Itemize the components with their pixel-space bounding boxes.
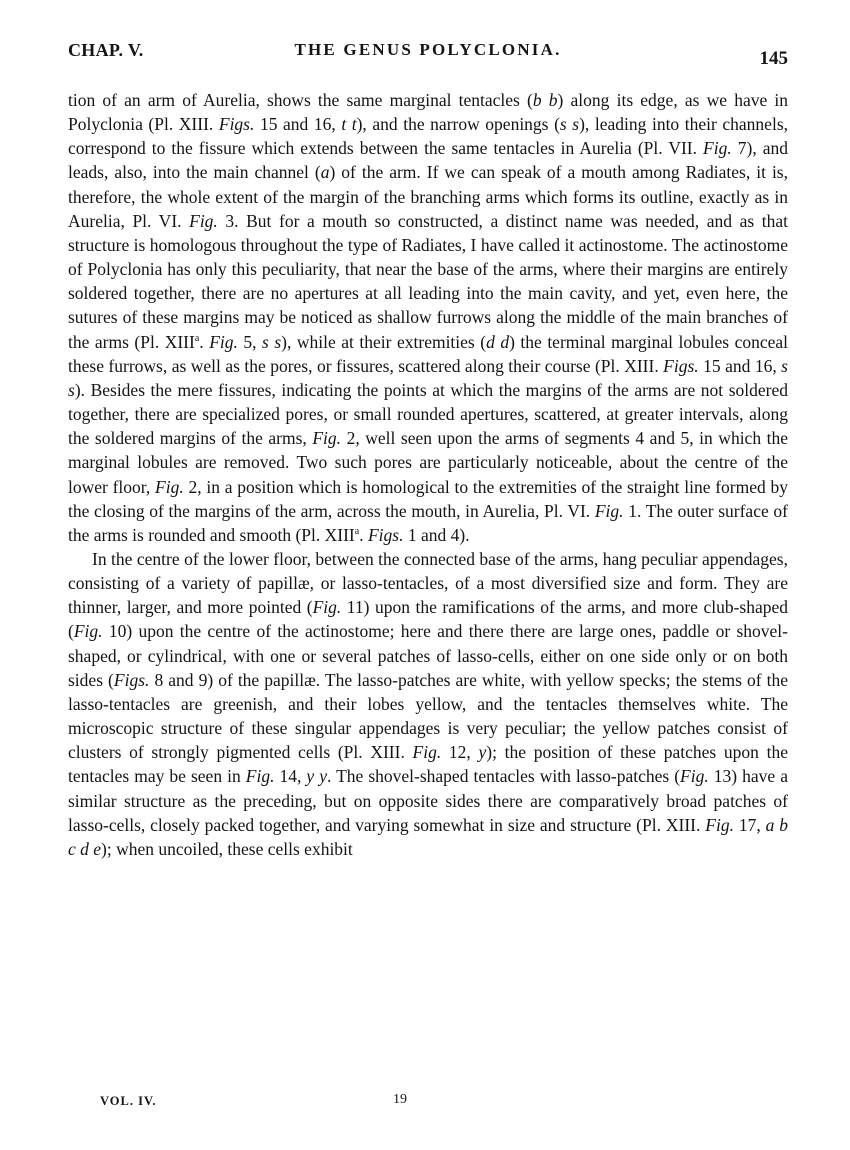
text-run: 15 and 16, bbox=[254, 114, 342, 135]
superscript: a bbox=[354, 525, 360, 537]
text-run: 14, bbox=[274, 766, 307, 787]
italic-text: s s bbox=[68, 355, 788, 400]
italic-text: Fig. bbox=[73, 621, 103, 642]
italic-text: Fig. bbox=[412, 742, 442, 763]
text-run: ) the terminal marginal lobules conceal these furrows, as well as the pores, or fissures, scattered along their course (Pl. XIII. bbox=[68, 331, 789, 376]
italic-text: Fig. bbox=[155, 476, 184, 497]
text-run: 8 and 9) of the papillæ. The lasso-patches are white, with yellow specks; the stems of the lasso-tentacles are greenish, and their lobes yellow, and the tentacles themselves white. The microscopic structure of these singular appendages is very peculiar; the yellow patches consist of clusters of strongly pigmented cells (Pl. XIII. bbox=[68, 669, 788, 763]
body-paragraph bbox=[68, 88, 788, 547]
italic-text: Fig. bbox=[680, 766, 709, 787]
italic-text: Fig. bbox=[703, 138, 732, 159]
italic-text: Fig. bbox=[705, 814, 734, 835]
text-run: ), while at their extremities ( bbox=[281, 331, 487, 352]
text-run: ); the position of these patches upon the tentacles may be seen in bbox=[68, 742, 789, 787]
text-run: 13) have a similar structure as the preceding, but on opposite sides there are comparatively broad patches of lasso-cells, closely packed together, and varying somewhat in size and structure (Pl. XIII. bbox=[68, 766, 788, 835]
text-run: 10) upon the centre of the actinostome; here and there there are large ones, paddle or shovel-shaped, or cylindrical, with one or several patches of lasso-cells, either on one side only or on both sides ( bbox=[68, 621, 788, 690]
italic-text: Fig. bbox=[189, 210, 218, 231]
body-text bbox=[68, 88, 788, 861]
italic-text: b b bbox=[532, 90, 558, 110]
text-run: ) of the arm. If we can speak of a mouth among Radiates, it is, therefore, the whole extent of the margin of the branching arms which forms its outline, exactly as in Aurelia, Pl. VI. bbox=[68, 162, 788, 231]
italic-text: a b c d e bbox=[68, 814, 788, 859]
text-run: 2, in a position which is homological to the extremities of the straight line formed by the closing of the margins of the arm, across the mouth, in Aurelia, Pl. VI. bbox=[68, 476, 788, 521]
text-run: 7), and leads, also, into the main channel ( bbox=[68, 138, 788, 183]
text-run: 1 and 4). bbox=[403, 524, 470, 545]
italic-text: y bbox=[478, 742, 487, 763]
superscript: a bbox=[194, 332, 200, 344]
page-number: 145 bbox=[759, 48, 788, 69]
text-run: ) along its edge, as we have in Polyclonia (Pl. XIII. bbox=[68, 90, 789, 135]
italic-text: Figs. bbox=[218, 114, 255, 135]
italic-text: Figs. bbox=[113, 669, 150, 690]
italic-text: t t bbox=[341, 114, 357, 135]
volume-label: VOL. IV. bbox=[100, 1094, 157, 1108]
text-run: 12, bbox=[441, 742, 479, 763]
text-run: ); when uncoiled, these cells exhibit bbox=[101, 838, 353, 859]
text-run: . bbox=[359, 524, 368, 545]
italic-text: Fig. bbox=[209, 331, 238, 352]
italic-text: a bbox=[320, 162, 330, 183]
text-run: ), and the narrow openings ( bbox=[356, 114, 560, 135]
italic-text: Fig. bbox=[245, 766, 275, 787]
running-title: THE GENUS POLYCLONIA. bbox=[294, 40, 562, 59]
italic-text: s s bbox=[559, 114, 580, 135]
italic-text: Fig. bbox=[594, 500, 624, 521]
italic-text: Fig. bbox=[312, 597, 342, 618]
text-run: ), leading into their channels, correspond to the fissure which extends between the same tentacles in Aurelia (Pl. VII. bbox=[68, 114, 788, 159]
italic-text: Fig. bbox=[312, 428, 342, 449]
text-run: 3. But for a mouth so constructed, a distinct name was needed, and as that structure is homologous throughout the type of Radiates, I have called it actinostome. The actinostome of Polyclonia has only this peculiarity, that near the base of the arms, where their margins are entirely soldered together, there are no apertures at all leading into the main cavity, and yet, even here, the sutures of these margins may be noticed as shallow furrows along the middle of the main branches of the arms (Pl. XIII bbox=[68, 210, 789, 352]
text-run: 5, bbox=[237, 331, 263, 352]
italic-text: y y bbox=[306, 766, 327, 787]
italic-text: Figs. bbox=[367, 524, 404, 545]
text-run: 17, bbox=[733, 814, 766, 835]
italic-text: Figs. bbox=[663, 355, 699, 376]
text-run: 2, well seen upon the arms of segments 4 and 5, in which the marginal lobules are removed. Two such pores are particularly noticeable, about the centre of the lower floor, bbox=[68, 428, 788, 497]
chapter-label: CHAP. V. bbox=[68, 40, 144, 60]
text-run: 11) upon the ramifications of the arms, and more club-shaped ( bbox=[68, 597, 788, 642]
text-run: tion of an arm of Aurelia, shows the same marginal tentacles ( bbox=[68, 90, 533, 110]
page-footer bbox=[100, 1094, 788, 1118]
running-head bbox=[68, 34, 788, 68]
signature-mark: 19 bbox=[393, 1092, 407, 1107]
body-paragraph bbox=[68, 547, 788, 861]
text-run: . bbox=[199, 331, 210, 352]
text-run: 15 and 16, bbox=[698, 355, 782, 376]
text-run: . The shovel-shaped tentacles with lasso-patches ( bbox=[326, 766, 681, 787]
italic-text: s s bbox=[262, 331, 282, 352]
text-run: In the centre of the lower floor, between the connected base of the arms, hang peculiar appendages, consisting of a variety of papillæ, or lasso-tentacles, of a most diversified size and form. They are thinner, larger, and more pointed ( bbox=[68, 548, 788, 618]
italic-text: d d bbox=[486, 331, 510, 352]
text-run: 1. The outer surface of the arms is rounded and smooth (Pl. XIII bbox=[68, 500, 788, 545]
text-run: ). Besides the mere fissures, indicating the points at which the margins of the arms are not soldered together, there are specialized pores, or small rounded apertures, scattered, at greater intervals, along the soldered margins of the arms, bbox=[68, 379, 788, 449]
